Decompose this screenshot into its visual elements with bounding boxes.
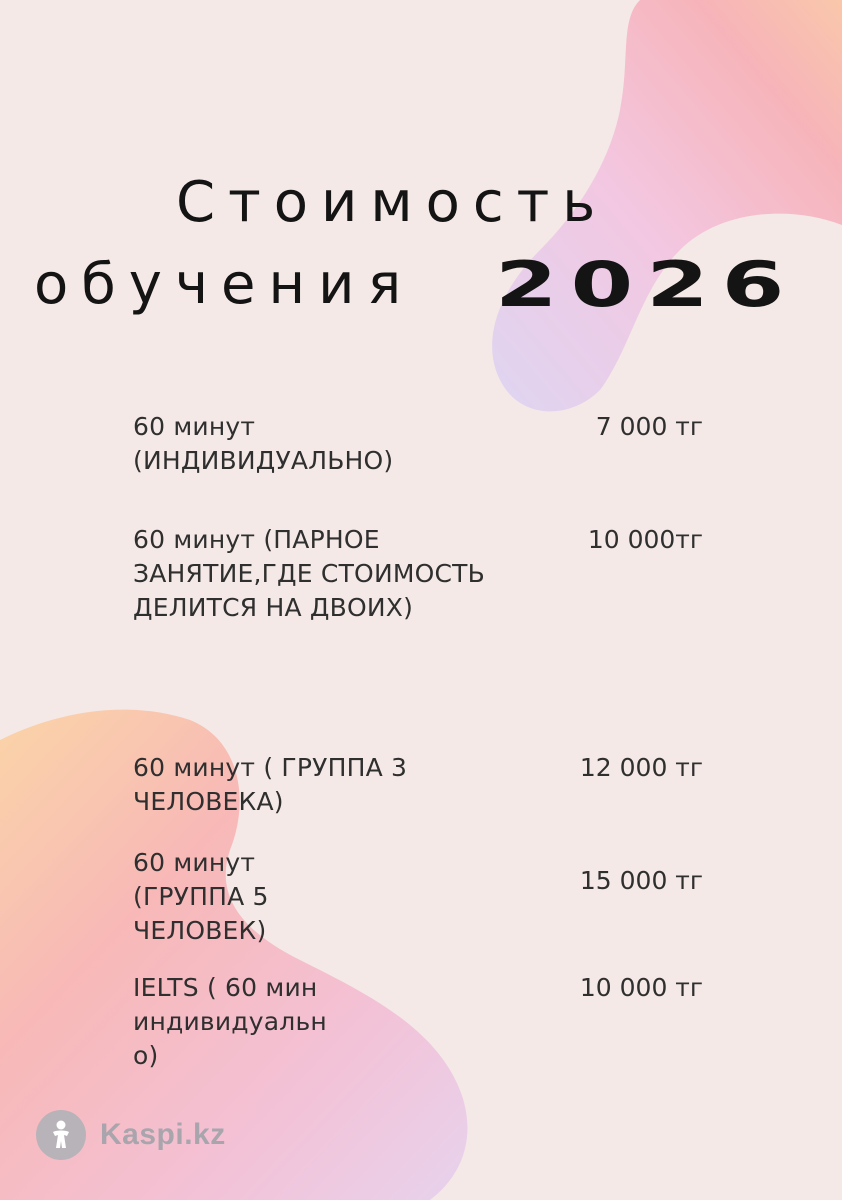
price-value: 7 000 тг: [595, 412, 703, 441]
kaspi-logo-icon: [36, 1110, 86, 1160]
title-year: 2026: [495, 248, 798, 321]
kaspi-watermark: [36, 1108, 226, 1162]
price-value: 15 000 тг: [579, 866, 703, 895]
price-description: 60 минут (ПАРНОЕ ЗАНЯТИЕ,ГДЕ СТОИМОСТЬ ДЕЛИТСЯ НА ДВОИХ): [133, 525, 485, 622]
title-line-2: обучения: [34, 252, 415, 317]
price-value: 10 000тг: [587, 525, 703, 554]
price-description: 60 минут (ИНДИВИДУАЛЬНО): [133, 412, 394, 475]
title-line-1: Стоимость: [176, 170, 609, 235]
kaspi-logo-text: Kaspi.kz: [100, 1118, 226, 1151]
price-description: IELTS ( 60 мин индивидуальн о): [133, 973, 327, 1070]
price-description: 60 минут ( ГРУППА 3 ЧЕЛОВЕКА): [133, 753, 408, 816]
price-description: 60 минут (ГРУППА 5 ЧЕЛОВЕК): [133, 848, 269, 945]
price-value: 12 000 тг: [579, 753, 703, 782]
price-value: 10 000 тг: [579, 973, 703, 1002]
